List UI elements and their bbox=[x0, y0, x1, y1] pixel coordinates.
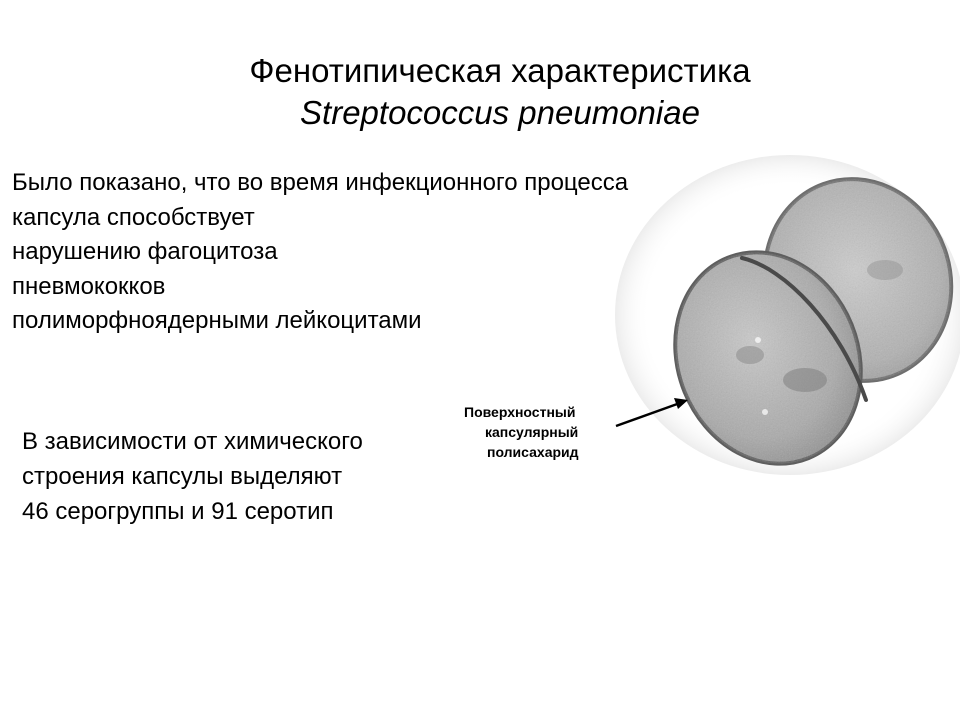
paragraph1-line: Было показано, что во время инфекционного процесса bbox=[12, 169, 629, 196]
inner-texture bbox=[783, 368, 827, 392]
inner-texture bbox=[762, 409, 768, 415]
title-line-2-species: Streptococcus pneumoniae bbox=[300, 94, 700, 131]
inner-texture bbox=[867, 260, 903, 280]
callout-line: капсулярный bbox=[485, 424, 579, 440]
paragraph2-line: В зависимости от химического bbox=[22, 428, 363, 455]
paragraph1-line: полиморфноядерными лейкоцитами bbox=[12, 307, 422, 334]
capsule-callout-label bbox=[452, 402, 612, 462]
title-line-1: Фенотипическая характеристика bbox=[249, 52, 751, 89]
pointer-arrow-icon bbox=[612, 392, 696, 432]
paragraph1-line: нарушению фагоцитоза bbox=[12, 238, 278, 265]
inner-texture bbox=[736, 346, 764, 364]
slide-title bbox=[0, 50, 960, 134]
callout-line: Поверхностный bbox=[464, 404, 576, 420]
paragraph1-line: капсула способствует bbox=[12, 203, 255, 231]
serogroups-paragraph bbox=[22, 424, 482, 529]
paragraph1-line: пневмококков bbox=[12, 272, 166, 300]
callout-line: полисахарид bbox=[487, 444, 579, 460]
paragraph2-line: строения капсулы выделяют bbox=[22, 463, 343, 490]
inner-texture bbox=[755, 337, 761, 343]
paragraph2-line: 46 серогруппы и 91 серотип bbox=[22, 498, 334, 525]
